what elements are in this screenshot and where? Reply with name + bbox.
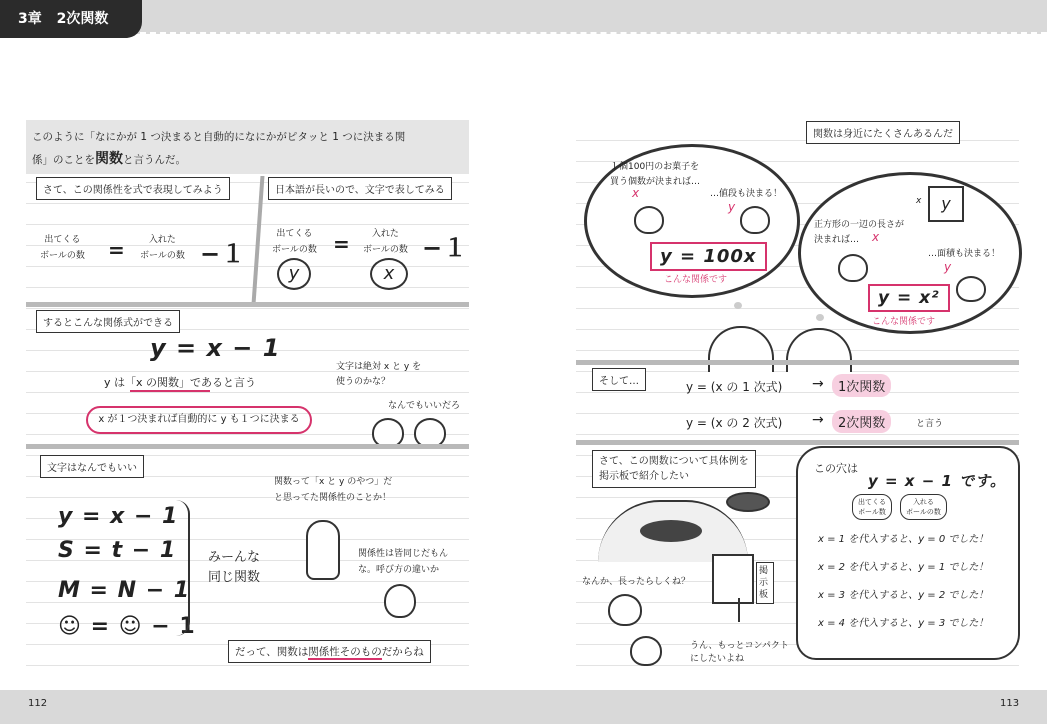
chapter-number: 3章 [18, 11, 42, 27]
right-separator-2 [576, 440, 1019, 445]
bubble1-text: １個100円のお菓子を 買う個数が決まれば… [610, 162, 701, 187]
eq1-minus-one: −１ [200, 240, 247, 268]
statement-underline [130, 390, 210, 392]
eq1-right-label: 入れた ボールの数 [140, 235, 185, 261]
square-figure: y [928, 186, 964, 222]
statement-line: y は「x の関数」であると言う [104, 376, 257, 389]
brace [170, 500, 190, 636]
page-number-right: 113 [1000, 698, 1020, 709]
bulletin-board [712, 554, 754, 604]
bubble2-character-right [956, 276, 986, 302]
intro-line-1: このように「なにかが 1 つ決まると自動的になにかがピタッと 1 つに決まる関 [32, 131, 406, 143]
bubble1-caption: こんな関係です [664, 275, 728, 285]
box-use-letters: 日本語が長いので、文字で表してみる [268, 177, 452, 200]
box-relationship-itself: だって、関数は関係性そのものだからね [228, 640, 431, 663]
relationship-itself-emph: 関係性そのもの [308, 646, 382, 658]
same-function-label: みーんな 同じ関数 [208, 550, 261, 585]
character-pointing [608, 594, 642, 626]
right-separator-1 [576, 360, 1019, 365]
bubble1-var-x: x [632, 186, 640, 200]
chapter-tab [0, 0, 142, 38]
bubble2-var-y: y [944, 260, 952, 274]
eq1-equals: = [108, 238, 126, 262]
card-tag-input: 入れる ボールの数 [900, 494, 947, 520]
bubble1-reply: …値段も決まる！ [710, 189, 783, 199]
bubble2-character-left [838, 254, 868, 282]
card-row-4: x = 4 を代入すると、y = 3 でした！ [818, 618, 989, 629]
line2-arrow: → [812, 412, 824, 428]
card-title: この穴は [814, 462, 858, 475]
character-raising-arms [306, 520, 340, 580]
eq1-left-label: 出てくる ボールの数 [40, 235, 85, 261]
bubble2-var-x: x [872, 230, 880, 244]
eq2-var-y-bubble: y [277, 258, 311, 290]
bubble1-character-right [740, 206, 770, 234]
card-equation: y = x − 1 です。 [868, 472, 1006, 490]
footer-band [0, 690, 1047, 724]
card-row-3: x = 3 を代入すると、y = 2 でした！ [818, 590, 989, 601]
oval-definition: x が１つ決まれば自動的に y も１つに決まる [86, 406, 312, 434]
eq2-left-label: 出てくる ボールの数 [272, 229, 317, 255]
page-number-left: 112 [28, 698, 48, 709]
box-bulletin-intro: さて、この関数について具体例を 掲示板で紹介したい [592, 450, 756, 488]
bulletin-post [738, 598, 740, 622]
hole-top-small [726, 492, 770, 512]
box-express-as-formula: さて、この関係性を式で表現してみよう [36, 177, 230, 200]
box-any-letter: 文字はなんでもいい [40, 455, 144, 478]
hole-opening [640, 520, 702, 542]
eq2-minus-one: −１ [422, 234, 469, 262]
character-arms-crossed [384, 584, 416, 618]
character-agreeing [630, 636, 662, 666]
chapter-title: 2次関数 [56, 11, 109, 27]
line2-result: 2次関数 [832, 410, 891, 433]
header-band [0, 0, 1047, 34]
line1-expression: y = (x の 1 次式) [686, 380, 783, 394]
bulletin-board-label: 掲示板 [756, 562, 774, 604]
bubble2-equation: y = x² [868, 284, 950, 312]
talk-function-xy: 関数って「x と y のやつ」だ と思ってた関係性のことか！ [274, 477, 393, 503]
line2-expression: y = (x の 2 次式) [686, 416, 783, 430]
header-dashes [140, 32, 1047, 34]
footer-dashes [0, 688, 1047, 690]
main-equation: y = x − 1 [150, 334, 281, 362]
eq-list-1: y = x − 1 [58, 504, 179, 529]
card-tag-output: 出てくる ボール数 [852, 494, 892, 520]
bubble1-character-left [634, 206, 664, 234]
eq2-equals: = [333, 232, 351, 256]
bubble2-caption: こんな関係です [872, 317, 936, 327]
talk-naming-difference: 関係性は皆同じだもん な。呼び方の違いか [358, 549, 449, 575]
line2-suffix: と言う [916, 419, 944, 429]
thought-dot-2 [816, 314, 824, 321]
bubble1-var-y: y [728, 200, 736, 214]
eq-list-4: ☺ = ☺ − 1 [58, 614, 196, 639]
left-separator-1 [26, 302, 469, 307]
box-functions-everywhere: 関数は身近にたくさんあるんだ [806, 121, 960, 144]
eq-list-2: S = t − 1 [58, 538, 177, 563]
thought-dot-1 [734, 302, 742, 309]
speech-too-long: なんか、長ったらしくね？ [582, 577, 691, 587]
left-separator-2 [26, 444, 469, 449]
answer-anything: なんでもいいだろ [388, 401, 461, 411]
eq2-right-label: 入れた ボールの数 [363, 229, 408, 255]
box-relation-formula: するとこんな関係式ができる [36, 310, 180, 333]
card-row-1: x = 1 を代入すると、y = 0 でした！ [818, 534, 989, 545]
question-letters: 文字は絶対 x と y を 使うのかな？ [336, 362, 422, 387]
eq-list-3: M = N − 1 [58, 578, 191, 603]
eq2-var-x-bubble: x [370, 258, 408, 290]
bubble1-equation: y = 100x [650, 242, 767, 271]
line1-arrow: → [812, 376, 824, 392]
bubble2-reply: …面積も決まる！ [928, 249, 1001, 259]
speech-compact: うん、もっとコンパクト にしたいよね [690, 641, 789, 664]
card-row-2: x = 2 を代入すると、y = 1 でした！ [818, 562, 989, 573]
line1-result: 1次関数 [832, 374, 891, 397]
square-side-label: x [916, 196, 922, 206]
intro-keyword: 関数 [95, 151, 123, 167]
box-and-then: そして… [592, 368, 646, 391]
intro-text [32, 126, 464, 171]
intro-line-2: 係」のことを関数と言うんだ。 [32, 151, 186, 167]
bubble2-text: 正方形の一辺の長さが 決まれば… [814, 220, 905, 245]
